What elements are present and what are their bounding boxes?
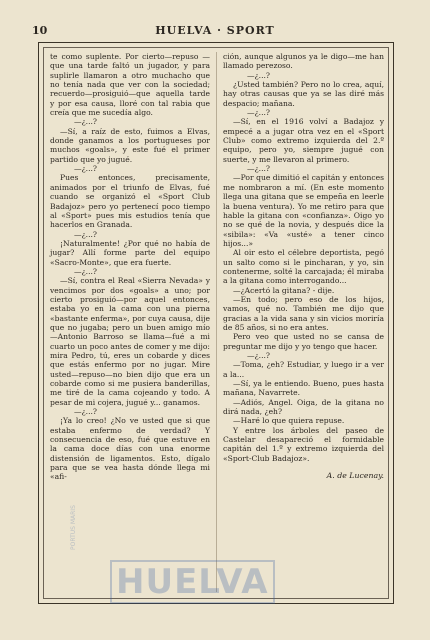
paragraph: —¿...? bbox=[74, 117, 97, 127]
stamp-side-text: PORTUS MARIS bbox=[70, 505, 77, 550]
paragraph: —¿...? bbox=[74, 407, 97, 417]
paragraph: ¡Naturalmente! ¿Por qué no había de jugar? Allí forme parte del equipo «Sacro-Monte», que era fuerte. bbox=[50, 238, 210, 267]
paragraph: —Sí, ya le entiendo. Bueno, pues hasta mañana, Navarrete. bbox=[223, 379, 384, 398]
paragraph: Al oir esto el célebre deportista, pegó un salto como si le pincharan, y yo, sin contenerme, solté la carcajada; él miraba a la gitana como interrogando... bbox=[223, 248, 384, 286]
paragraph: —¿Acertó la gitana? - dije. bbox=[233, 285, 335, 295]
paragraph: —Adiós, Angel. Oiga, de la gitana no dirá nada, ¿eh? bbox=[223, 397, 384, 417]
paragraph: te como suplente. Por cierto—repuso —que una tarde faltó un jugador, y para suplirle llamaron a otro muchacho que no tenía nada que ver con la sociedad; recuerdo—prosiguió—que aquella tarde y por esa causa, lloré con tal rabia que creía que me sucedía algo. bbox=[50, 52, 210, 118]
paragraph: —¿...? bbox=[247, 108, 270, 118]
stamp-word: HUELVA bbox=[110, 560, 275, 604]
paragraph: —¿...? bbox=[74, 164, 97, 174]
paragraph: —¿...? bbox=[247, 70, 270, 80]
author-signature: A. de Lucenay. bbox=[326, 471, 384, 481]
page-header bbox=[32, 24, 398, 40]
left-column bbox=[50, 52, 210, 482]
page-number: 10 bbox=[32, 24, 48, 37]
right-column bbox=[223, 52, 384, 480]
paragraph: —En todo; pero eso de los hijos, vamos, qué no. También me dijo que gracias a la vida sana y sin vicios moriría de 85 años, si no era antes. bbox=[223, 294, 384, 332]
paragraph: —Sí, en el 1916 volví a Badajoz y empecé a a jugar otra vez en el «Sport Club» como extremo izquierda del 2.º equipo, pero yo, siempre jugué con suerte, y me llevaron al primero. bbox=[223, 117, 384, 164]
paragraph: ¿Usted también? Pero no lo crea, aquí, hay otras causas que ya se las diré más despacio; mañana. bbox=[223, 80, 384, 108]
paragraph: —Por que dimitió el capitán y entonces me nombraron a mí. (En este momento llega una gitana que se empeña en leerle la buena ventura). Yo me retiro para que hable la gitana con «confianza». Oigo yo no se qué de la novia, y después dice la «sibila»: «Va «usté» a tener cinco hijos...» bbox=[223, 173, 384, 248]
paragraph: —Haré lo que quiera repuse. bbox=[233, 416, 345, 426]
paragraph: —Sí, contra el Real «Sierra Nevada» y vencimos por dos «goals» a uno; por cierto prosiguió—por aquel entonces, estaba yo en la cama con una pierna «bastante enferma», por cuya causa, dije que no jugaba; pero un buen amigo mío—Antonio Barroso se llama—fué a mi cuarto un poco antes de comer y me dijo: mira Pedro, tú, eres un cobarde y dices que estás enfermo por no jugar. Mire usted—repuso—no bien dijo que era un cobarde como si me pusiera banderillas, me tiré de la cama cojeando y todo. A pesar de mi cojera, jugué y... ganamos. bbox=[50, 276, 210, 407]
paragraph: —Sí, a raíz de esto, fuimos a Elvas, donde ganamos a los portugueses por muchos «goals», y este fué el primer partido que yo jugué. bbox=[50, 126, 210, 164]
paragraph: Pero veo que usted no se cansa de preguntar me dijo y yo tengo que hacer. bbox=[223, 332, 384, 351]
paragraph: —¿...? bbox=[74, 266, 97, 276]
paragraph: —¿...? bbox=[247, 164, 270, 174]
paragraph: ¡Ya lo creo! ¿No ve usted que si que estaba enfermo de verdad? Y consecuencia de eso, fué que estuve en la cama doce días con una enorme distensión de ligamentos. Esto, dígalo para que se vea hasta dónde llega mi «afi- bbox=[50, 416, 210, 482]
paragraph: —Toma, ¿eh? Estudiar, y luego ir a ver a la... bbox=[223, 360, 384, 379]
running-title: HUELVA · SPORT bbox=[155, 24, 275, 37]
column-divider bbox=[216, 52, 217, 592]
paragraph: Pues entonces, precisamente, animados por el triunfo de Elvas, fué cuando se organizó el «Sport Club Badajoz» pero yo pertenecí poco tiempo al «Sport» pues mis estudios tenía que hacerlos en Granada. bbox=[50, 173, 210, 230]
paragraph: —¿...? bbox=[74, 229, 97, 239]
paragraph: ción, aunque algunos ya le digo—me han llamado perezoso. bbox=[223, 52, 384, 71]
paragraph: Y entre los árboles del paseo de Castelar desapareció el formidable capitán del 1.º y extremo izquierda del «Sport-Club Badajoz». bbox=[223, 425, 384, 463]
paragraph: —¿...? bbox=[247, 351, 270, 360]
